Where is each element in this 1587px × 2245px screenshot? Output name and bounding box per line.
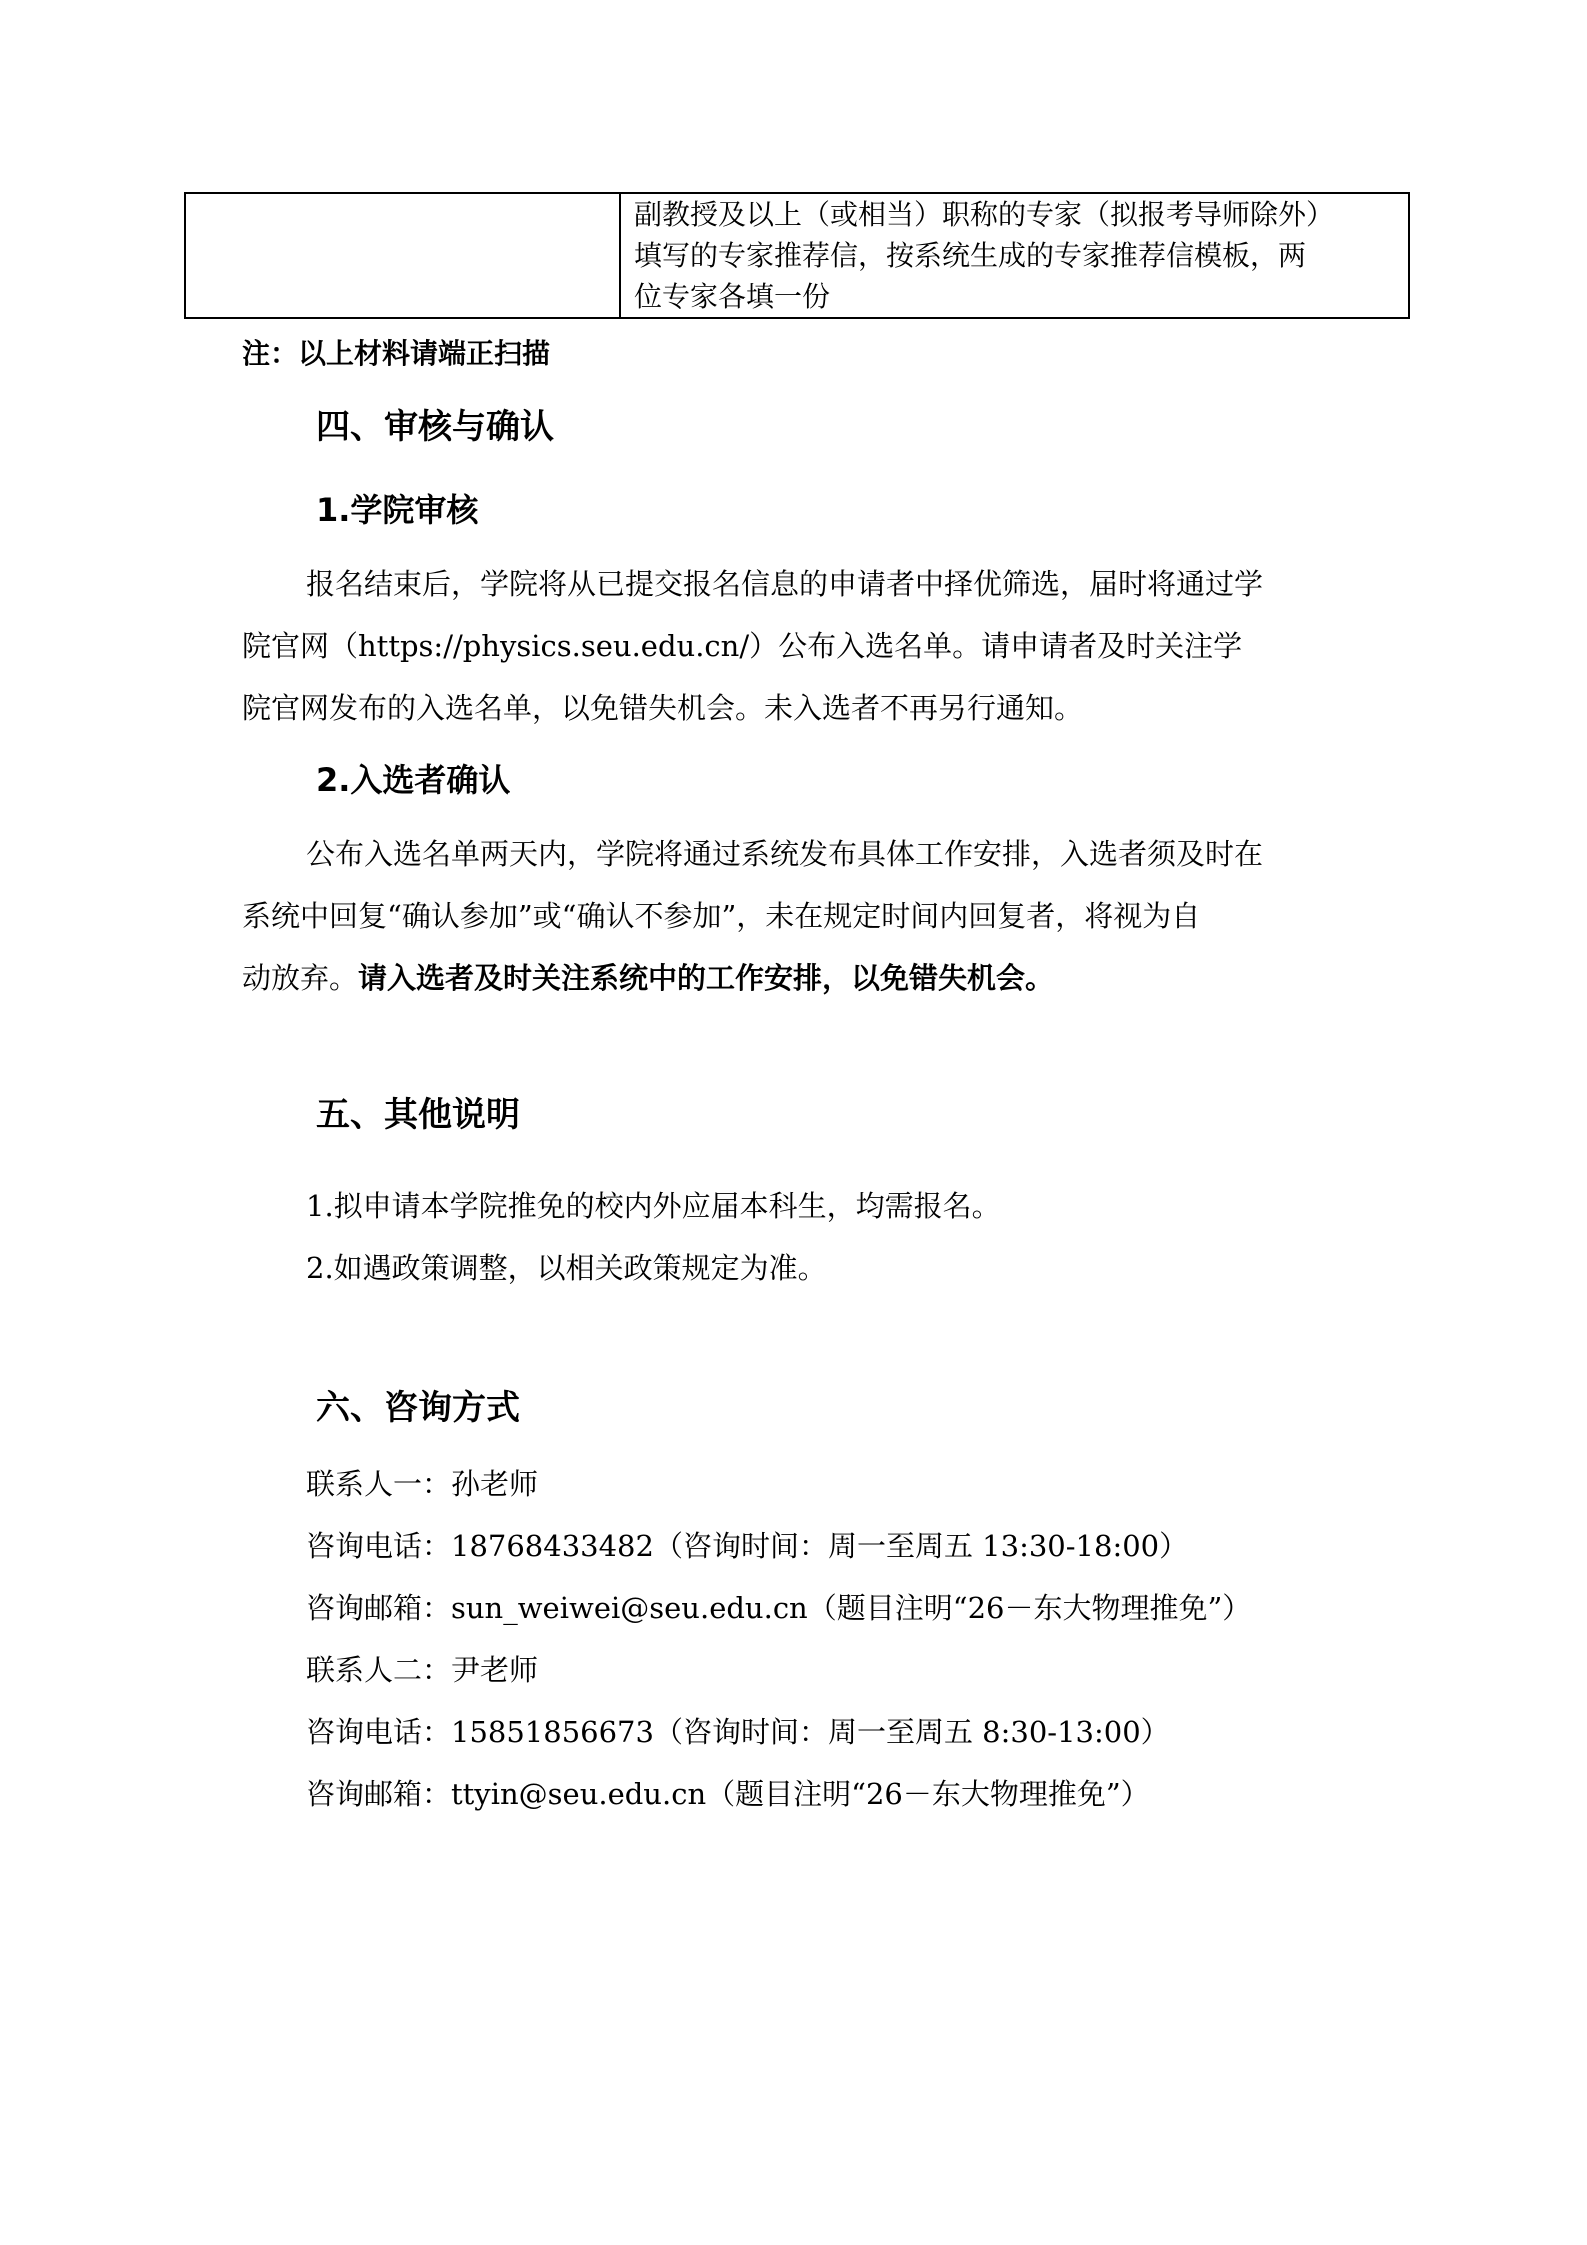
table-cell-line: 副教授及以上（或相当）职称的专家（拟报考导师除外） — [634, 198, 1335, 231]
paragraph-line: 院官网（https://physics.seu.edu.cn/）公布入选名单。请申请者及时关注学 — [242, 629, 1243, 663]
paragraph-college-review — [242, 553, 1352, 739]
subsection-heading-confirmation: 2.入选者确认 — [316, 761, 511, 799]
section-heading-contact: 六、咨询方式 — [316, 1388, 520, 1428]
paragraph-line: 报名结束后，学院将从已提交报名信息的申请者中择优筛选，届时将通过学 — [306, 567, 1264, 601]
table-cell-line: 位专家各填一份 — [634, 280, 831, 313]
contact-email: 咨询邮箱：ttyin@seu.edu.cn（题目注明“26－东大物理推免”） — [306, 1777, 1150, 1811]
paragraph-confirmation — [242, 823, 1352, 1009]
section-heading-review: 四、审核与确认 — [316, 407, 554, 447]
table-column-divider — [619, 194, 621, 317]
contact-person: 联系人二：尹老师 — [306, 1653, 539, 1687]
contact-email: 咨询邮箱：sun_weiwei@seu.edu.cn（题目注明“26－东大物理推免”） — [306, 1591, 1252, 1625]
paragraph-text: 动放弃。 — [242, 961, 359, 995]
paragraph-line: 公布入选名单两天内，学院将通过系统发布具体工作安排，入选者须及时在 — [306, 837, 1264, 871]
table-cell-description — [634, 194, 1396, 317]
other-notes-list — [306, 1175, 1001, 1299]
table-cell-line: 填写的专家推荐信，按系统生成的专家推荐信模板，两 — [634, 239, 1307, 272]
materials-table — [184, 192, 1410, 319]
paragraph-line: 院官网发布的入选名单，以免错失机会。未入选者不再另行通知。 — [242, 691, 1084, 725]
list-item: 1.拟申请本学院推免的校内外应届本科生，均需报名。 — [306, 1189, 1001, 1223]
subsection-heading-college-review: 1.学院审核 — [316, 491, 479, 529]
contact-phone: 咨询电话：15851856673（咨询时间：周一至周五 8:30-13:00） — [306, 1715, 1170, 1749]
contact-person: 联系人一：孙老师 — [306, 1467, 539, 1501]
contact-phone: 咨询电话：18768433482（咨询时间：周一至周五 13:30-18:00） — [306, 1529, 1189, 1563]
list-item: 2.如遇政策调整，以相关政策规定为准。 — [306, 1251, 827, 1285]
paragraph-line — [242, 947, 1352, 1009]
emphasis-text: 请入选者及时关注系统中的工作安排，以免错失机会。 — [358, 961, 1055, 995]
contact-list — [306, 1453, 1251, 1825]
scan-note: 注：以上材料请端正扫描 — [242, 337, 551, 370]
section-heading-other: 五、其他说明 — [316, 1095, 520, 1135]
paragraph-line: 系统中回复“确认参加”或“确认不参加”，未在规定时间内回复者，将视为自 — [242, 899, 1201, 933]
